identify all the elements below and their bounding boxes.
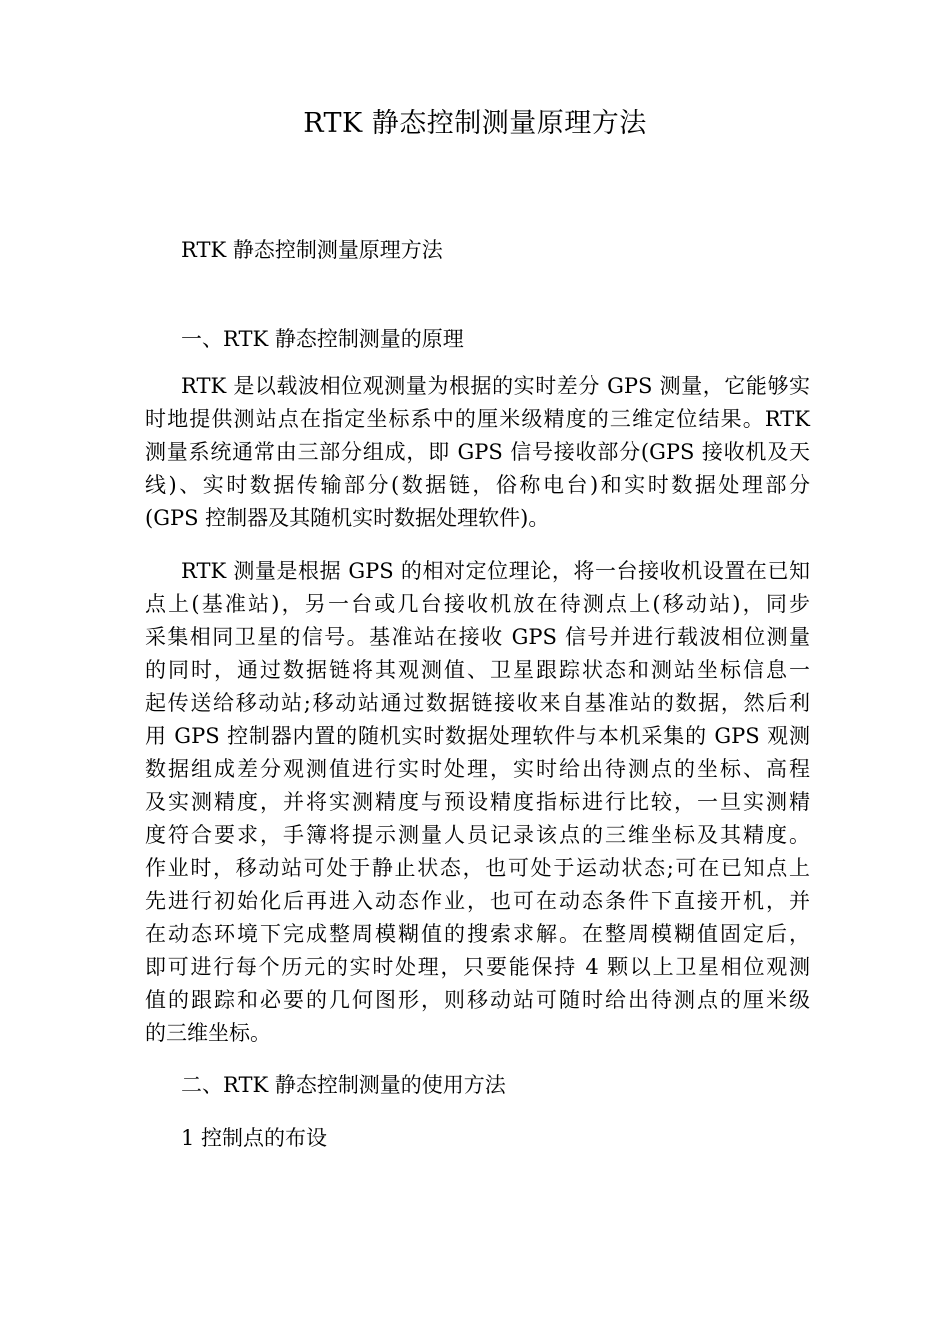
paragraph-line: 点上(基准站)，另一台或几台接收机放在待测点上(移动站)，同步 — [145, 592, 810, 616]
paragraph-principle-intro — [145, 370, 810, 535]
section-heading-usage: 二、RTK 静态控制测量的使用方法 — [181, 1073, 506, 1097]
section-heading-principle: 一、RTK 静态控制测量的原理 — [181, 327, 464, 351]
paragraph-line: 先进行初始化后再进入动态作业，也可在动态条件下直接开机，并 — [145, 889, 810, 913]
paragraph-line: 及实测精度，并将实测精度与预设精度指标进行比较，一旦实测精 — [145, 790, 810, 814]
document-subtitle: RTK 静态控制测量原理方法 — [181, 238, 443, 262]
document-title: RTK 静态控制测量原理方法 — [303, 108, 647, 139]
paragraph-line: 测量系统通常由三部分组成，即 GPS 信号接收部分(GPS 接收机及天 — [145, 440, 810, 464]
paragraph-line: 用 GPS 控制器内置的随机实时数据处理软件与本机采集的 GPS 观测 — [145, 724, 810, 748]
paragraph-principle-detail — [145, 555, 810, 1050]
paragraph-line: 数据组成差分观测值进行实时处理，实时给出待测点的坐标、高程 — [145, 757, 810, 781]
subsection-heading-control-points: 1 控制点的布设 — [181, 1126, 328, 1150]
paragraph-line: 时地提供测站点在指定坐标系中的厘米级精度的三维定位结果。RTK — [145, 407, 810, 431]
paragraph-line: RTK 测量是根据 GPS 的相对定位理论，将一台接收机设置在已知 — [181, 559, 810, 583]
paragraph-line: 采集相同卫星的信号。基准站在接收 GPS 信号并进行载波相位测量 — [145, 625, 810, 649]
paragraph-line: 的同时，通过数据链将其观测值、卫星跟踪状态和测站坐标信息一 — [145, 658, 810, 682]
paragraph-line: 线)、实时数据传输部分(数据链，俗称电台)和实时数据处理部分 — [145, 473, 810, 497]
paragraph-line: 在动态环境下完成整周模糊值的搜索求解。在整周模糊值固定后， — [145, 922, 810, 946]
paragraph-line: RTK 是以载波相位观测量为根据的实时差分 GPS 测量，它能够实 — [181, 374, 810, 398]
paragraph-line: 作业时，移动站可处于静止状态，也可处于运动状态;可在已知点上 — [145, 856, 810, 880]
paragraph-line: 值的跟踪和必要的几何图形，则移动站可随时给出待测点的厘米级 — [145, 988, 810, 1012]
paragraph-line: 的三维坐标。 — [145, 1021, 271, 1045]
paragraph-line: 起传送给移动站;移动站通过数据链接收来自基准站的数据，然后利 — [145, 691, 810, 715]
paragraph-line: (GPS 控制器及其随机实时数据处理软件)。 — [145, 506, 550, 530]
paragraph-line: 度符合要求，手簿将提示测量人员记录该点的三维坐标及其精度。 — [145, 823, 810, 847]
paragraph-line: 即可进行每个历元的实时处理，只要能保持 4 颗以上卫星相位观测 — [145, 955, 810, 979]
